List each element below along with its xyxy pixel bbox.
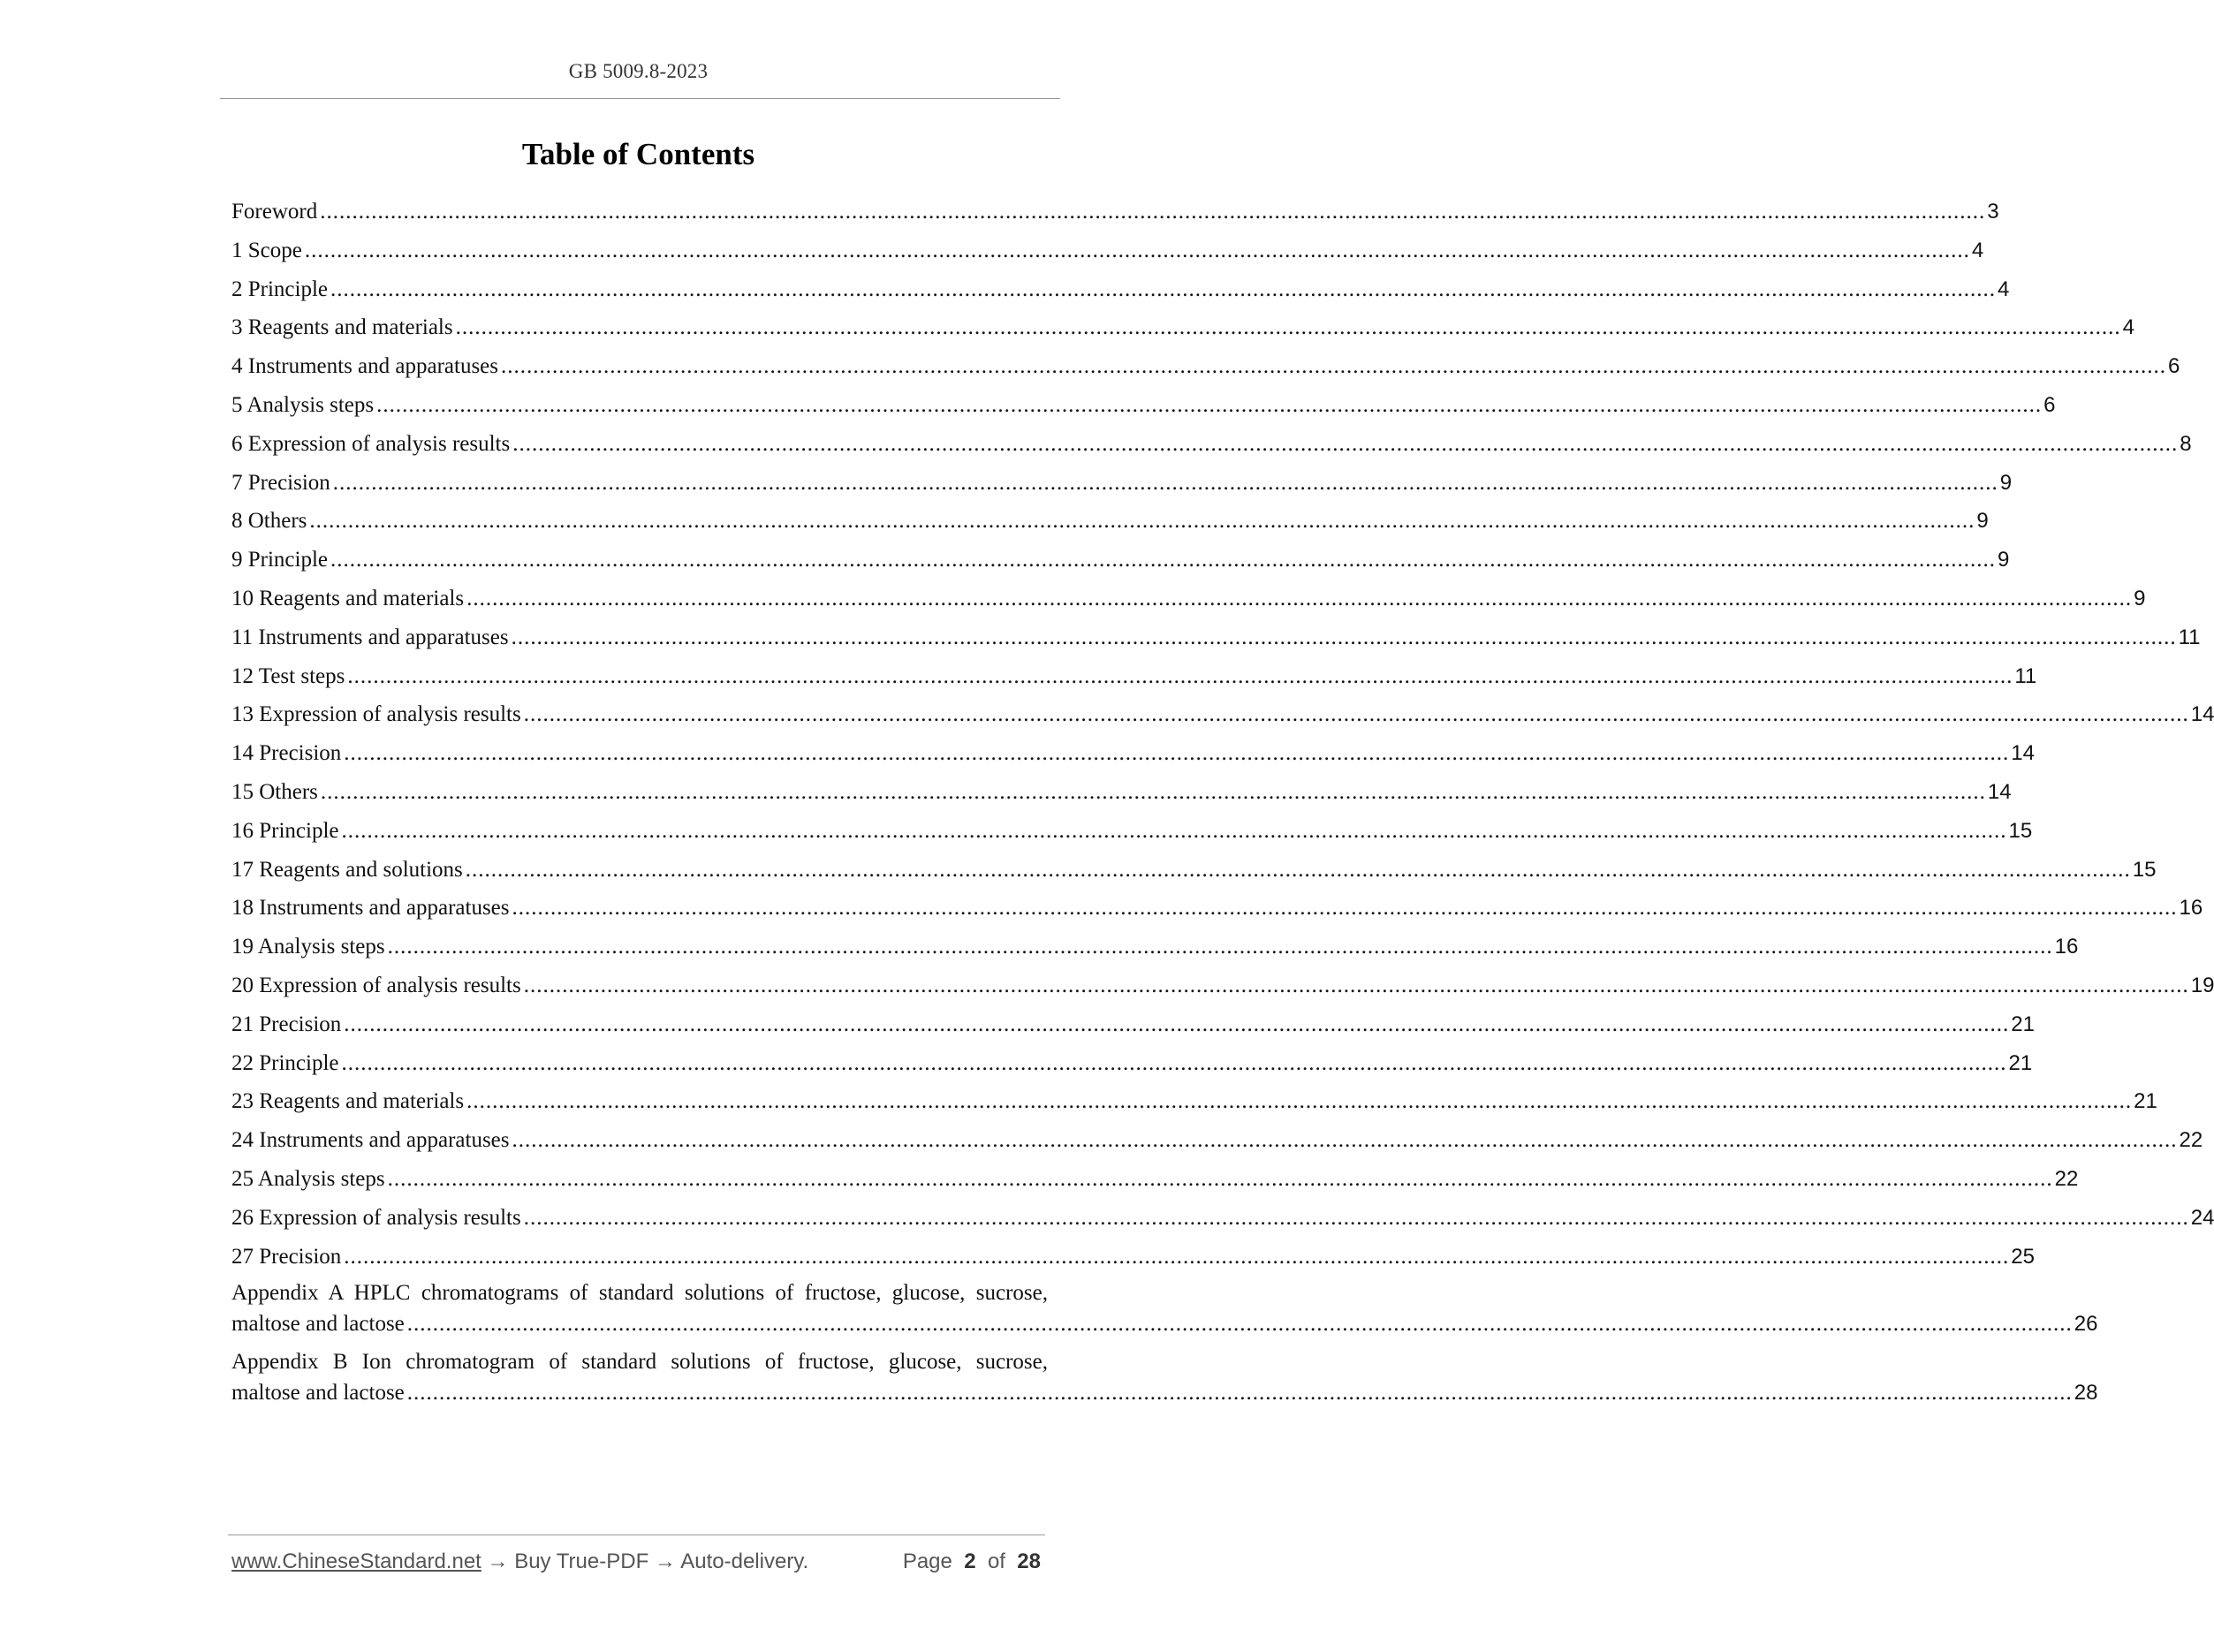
- toc-entry-label: 9 Principle: [231, 548, 329, 572]
- toc-entry-page: 21: [2008, 1050, 2033, 1075]
- toc-entry[interactable]: [231, 812, 2033, 851]
- toc-entry-page: 21: [2134, 1089, 2157, 1114]
- toc-entry-page: 4: [1971, 238, 1984, 262]
- toc-appendix-title-cont: maltose and lactose: [231, 1312, 405, 1337]
- toc-entry-label: 22 Principle: [231, 1050, 339, 1075]
- toc-entry[interactable]: [231, 580, 2146, 618]
- footer-promo: [231, 1550, 808, 1574]
- toc-entry[interactable]: [231, 1160, 2079, 1199]
- toc-entry[interactable]: [231, 966, 2214, 1005]
- toc-entry-label: 25 Analysis steps: [231, 1166, 385, 1191]
- toc-entry-label: 14 Precision: [231, 741, 342, 766]
- toc-entry-page: 26: [2074, 1312, 2098, 1337]
- toc-entry-page: 6: [2043, 392, 2056, 417]
- dot-leader: ....................................................................................................................................................................................................................................................................: [501, 354, 2167, 379]
- toc-entry-page: 8: [2180, 431, 2192, 456]
- toc-entry-label: 10 Reagents and materials: [231, 586, 465, 610]
- toc-entry[interactable]: [231, 1082, 2157, 1121]
- document-header: [0, 60, 1277, 83]
- toc-entry-page: 6: [2168, 354, 2180, 379]
- toc-entry-page: 4: [2122, 315, 2134, 340]
- toc-entry-page: 14: [2190, 702, 2214, 727]
- dot-leader: ....................................................................................................................................................................................................................................................................: [512, 1128, 2178, 1153]
- of-word: of: [987, 1550, 1005, 1573]
- table-of-contents: [231, 193, 2214, 1415]
- dot-leader: ....................................................................................................................................................................................................................................................................: [332, 470, 1998, 495]
- document-id: GB 5009.8-2023: [568, 60, 709, 82]
- page-title: Table of Contents: [521, 137, 755, 171]
- toc-entry[interactable]: [231, 618, 2201, 657]
- toc-entry[interactable]: [231, 851, 2157, 890]
- toc-entry-label: 2 Principle: [231, 277, 329, 301]
- toc-entry[interactable]: [231, 928, 2079, 966]
- toc-entry-label: 16 Principle: [231, 818, 339, 843]
- dot-leader: ....................................................................................................................................................................................................................................................................: [344, 741, 2010, 766]
- toc-entry[interactable]: [231, 502, 1989, 541]
- toc-entry-label: 23 Reagents and materials: [231, 1089, 465, 1114]
- toc-entry-page: 28: [2074, 1381, 2098, 1406]
- toc-entry-page: 16: [2054, 935, 2079, 959]
- toc-entry-page: 14: [2011, 741, 2035, 766]
- toc-entry-label: 5 Analysis steps: [231, 392, 375, 417]
- toc-entry[interactable]: [231, 425, 2192, 464]
- toc-entry[interactable]: [231, 1199, 2214, 1238]
- toc-entry[interactable]: [231, 695, 2214, 734]
- dot-leader: ....................................................................................................................................................................................................................................................................: [387, 1166, 2053, 1191]
- toc-entry-page: 3: [1987, 200, 1999, 224]
- dot-leader: ....................................................................................................................................................................................................................................................................: [406, 1381, 2073, 1406]
- toc-entry[interactable]: [231, 889, 2203, 928]
- dot-leader: ....................................................................................................................................................................................................................................................................: [320, 200, 1986, 224]
- toc-entry[interactable]: [231, 270, 2010, 309]
- toc-entry-page: 19: [2190, 973, 2214, 997]
- toc-entry-page: 22: [2054, 1166, 2079, 1191]
- toc-entry-page: 21: [2011, 1012, 2035, 1036]
- arrow-right-icon: →: [654, 1550, 676, 1573]
- toc-entry-label: 27 Precision: [231, 1244, 342, 1269]
- dot-leader: ....................................................................................................................................................................................................................................................................: [511, 625, 2177, 649]
- toc-entry-page: 24: [2190, 1205, 2214, 1230]
- page-footer: [231, 1550, 1044, 1576]
- page-number: [903, 1550, 1041, 1574]
- toc-entry-page: 16: [2179, 896, 2203, 921]
- toc-entry-page: 15: [2132, 857, 2157, 882]
- toc-entry-page: 11: [2178, 625, 2201, 649]
- header-divider: [220, 98, 1060, 99]
- toc-entry-label: 7 Precision: [231, 470, 330, 495]
- toc-entry-page: 9: [1998, 548, 2010, 572]
- toc-appendix-line: [231, 1377, 2098, 1408]
- arrow-right-icon: →: [487, 1550, 509, 1573]
- dot-leader: ....................................................................................................................................................................................................................................................................: [455, 315, 2121, 340]
- toc-entry-label: 24 Instruments and apparatuses: [231, 1128, 510, 1153]
- auto-delivery-text: Auto-delivery.: [680, 1550, 809, 1573]
- toc-appendix-title: Appendix A HPLC chromatograms of standard solutions of fructose, glucose, sucrose,: [231, 1281, 1048, 1306]
- dot-leader: ....................................................................................................................................................................................................................................................................: [309, 509, 1975, 534]
- website-link[interactable]: www.ChineseStandard.net: [231, 1550, 481, 1573]
- dot-leader: ....................................................................................................................................................................................................................................................................: [466, 1089, 2133, 1114]
- toc-entry-label: 6 Expression of analysis results: [231, 431, 511, 456]
- toc-entry-page: 11: [2014, 663, 2037, 688]
- toc-entry[interactable]: [231, 231, 1984, 270]
- toc-entry[interactable]: [231, 1238, 2035, 1277]
- toc-entry-label: 13 Expression of analysis results: [231, 702, 521, 727]
- toc-appendix-entry[interactable]: [231, 1277, 2098, 1339]
- toc-entry-label: 3 Reagents and materials: [231, 315, 453, 340]
- toc-entry-page: 9: [1999, 470, 2013, 495]
- toc-appendix-entry[interactable]: [231, 1346, 2098, 1408]
- toc-entry[interactable]: [231, 1044, 2033, 1083]
- dot-leader: ....................................................................................................................................................................................................................................................................: [330, 548, 1997, 572]
- toc-entry[interactable]: [231, 657, 2037, 696]
- toc-entry-page: 14: [1987, 779, 2012, 804]
- toc-entry-page: 25: [2011, 1244, 2035, 1269]
- dot-leader: ....................................................................................................................................................................................................................................................................: [406, 1312, 2073, 1337]
- toc-entry[interactable]: [231, 734, 2035, 773]
- toc-entry-label: 21 Precision: [231, 1012, 342, 1036]
- dot-leader: ....................................................................................................................................................................................................................................................................: [344, 1244, 2010, 1269]
- toc-entry-label: 11 Instruments and apparatuses: [231, 625, 509, 649]
- dot-leader: ....................................................................................................................................................................................................................................................................: [344, 1012, 2010, 1036]
- toc-entry-label: 26 Expression of analysis results: [231, 1205, 521, 1230]
- toc-entry[interactable]: [231, 193, 1999, 231]
- toc-entry-label: 4 Instruments and apparatuses: [231, 354, 499, 379]
- toc-entry[interactable]: [231, 541, 2010, 580]
- toc-entry-page: 9: [1976, 509, 1989, 534]
- toc-entry[interactable]: [231, 1005, 2035, 1044]
- toc-appendix-title-cont: maltose and lactose: [231, 1381, 405, 1406]
- toc-entry-label: 12 Test steps: [231, 663, 345, 688]
- toc-entry-label: 1 Scope: [231, 238, 302, 262]
- toc-appendix-line: [231, 1308, 2098, 1339]
- toc-entry[interactable]: [231, 386, 2056, 425]
- dot-leader: ....................................................................................................................................................................................................................................................................: [466, 586, 2133, 610]
- buy-pdf-text: Buy True-PDF: [514, 1550, 649, 1573]
- page-word: Page: [902, 1550, 952, 1573]
- dot-leader: ....................................................................................................................................................................................................................................................................: [376, 392, 2043, 417]
- toc-entry-label: 8 Others: [231, 509, 307, 534]
- toc-entry-page: 9: [2134, 586, 2146, 610]
- dot-leader: ....................................................................................................................................................................................................................................................................: [523, 1205, 2189, 1230]
- dot-leader: ....................................................................................................................................................................................................................................................................: [304, 238, 1970, 262]
- toc-entry[interactable]: [231, 308, 2134, 347]
- dot-leader: ....................................................................................................................................................................................................................................................................: [523, 702, 2189, 727]
- dot-leader: ....................................................................................................................................................................................................................................................................: [512, 431, 2179, 456]
- toc-entry[interactable]: [231, 1121, 2203, 1160]
- current-page: 2: [964, 1550, 976, 1573]
- toc-entry-label: Foreword: [231, 200, 318, 224]
- toc-entry[interactable]: [231, 773, 2012, 812]
- dot-leader: ....................................................................................................................................................................................................................................................................: [347, 663, 2013, 688]
- toc-entry-page: 22: [2179, 1128, 2203, 1153]
- dot-leader: ....................................................................................................................................................................................................................................................................: [387, 935, 2053, 959]
- dot-leader: ....................................................................................................................................................................................................................................................................: [341, 1050, 2007, 1075]
- toc-entry-page: 4: [1998, 277, 2010, 301]
- dot-leader: ....................................................................................................................................................................................................................................................................: [330, 277, 1997, 301]
- toc-entry-label: 17 Reagents and solutions: [231, 857, 463, 882]
- toc-entry-page: 15: [2008, 818, 2033, 843]
- toc-entry[interactable]: [231, 464, 2013, 503]
- dot-leader: ....................................................................................................................................................................................................................................................................: [523, 973, 2189, 997]
- dot-leader: ....................................................................................................................................................................................................................................................................: [465, 857, 2131, 882]
- toc-entry-label: 19 Analysis steps: [231, 935, 385, 959]
- toc-entry-label: 15 Others: [231, 779, 318, 804]
- toc-appendix-title: Appendix B Ion chromatogram of standard solutions of fructose, glucose, sucrose,: [231, 1350, 1048, 1375]
- dot-leader: ....................................................................................................................................................................................................................................................................: [320, 779, 1986, 804]
- toc-entry[interactable]: [231, 347, 2180, 386]
- toc-entry-label: 18 Instruments and apparatuses: [231, 896, 510, 921]
- toc-entry-label: 20 Expression of analysis results: [231, 973, 521, 997]
- dot-leader: ....................................................................................................................................................................................................................................................................: [512, 896, 2178, 921]
- total-pages: 28: [1017, 1550, 1041, 1573]
- dot-leader: ....................................................................................................................................................................................................................................................................: [341, 818, 2007, 843]
